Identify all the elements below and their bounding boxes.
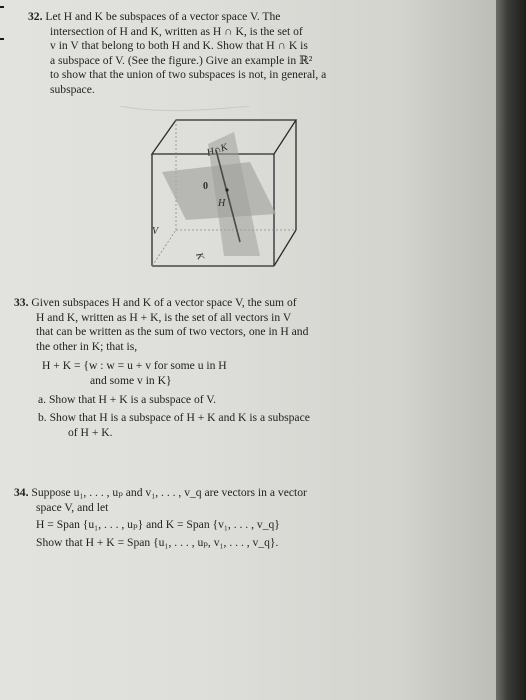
problem-33	[14, 296, 382, 440]
problem-34-span-definitions: H = Span {u₁, . . . , uₚ} and K = Span {v₁, . . . , v_q}	[36, 518, 280, 532]
part-b-line-1: b. Show that H is a subspace of H + K and K is a subspace	[38, 411, 310, 425]
problem-32-line-2: intersection of H and K, written as H ∩ K, is the set of	[50, 24, 303, 38]
problem-number: 33.	[14, 296, 29, 309]
problem-34-line-2: space V, and let	[36, 500, 109, 514]
sum-definition-line-2: and some v in K}	[90, 373, 172, 387]
label-h-intersect-k: H∩K	[205, 141, 230, 159]
problem-32-line-3: v in V that belong to both H and K. Show that H ∩ K is	[50, 39, 308, 53]
sum-definition-line-1: H + K = {w : w = u + v for some u in H	[42, 359, 227, 373]
problem-34-line-1	[14, 486, 384, 501]
problem-33-line-4: the other in K; that is,	[36, 339, 138, 353]
label-h: H	[218, 198, 226, 209]
part-a: a. Show that H + K is a subspace of V.	[38, 392, 217, 406]
text-line: Let H and K be subspaces of a vector space V. The	[45, 10, 281, 23]
background-edge	[496, 0, 526, 700]
problem-34-statement: Show that H + K = Span {u₁, . . . , uₚ, v₁, . . . , v_q}.	[36, 535, 279, 549]
problem-number: 32.	[28, 10, 43, 23]
text-line: Suppose u₁, . . . , uₚ and v₁, . . . , v_q are vectors in a vector	[31, 486, 307, 499]
problem-33-line-3: that can be written as the sum of two vectors, one in H and	[36, 325, 309, 339]
problem-32-line-4: a subspace of V. (See the figure.) Give an example in ℝ²	[50, 53, 313, 67]
part-b-line-2: of H + K.	[68, 425, 113, 439]
origin-point	[225, 188, 228, 191]
problem-33-line-1	[14, 296, 382, 311]
problem-32-line-1	[28, 10, 378, 25]
problem-33-line-2: H and K, written as H + K, is the set of all vectors in V	[36, 310, 292, 324]
text-line: Given subspaces H and K of a vector space V, the sum of	[31, 296, 297, 309]
problem-32-line-5: to show that the union of two subspaces is not, in general, a	[50, 68, 327, 82]
problem-32	[28, 10, 378, 98]
subspace-intersection-figure	[100, 106, 360, 286]
problem-number: 34.	[14, 486, 29, 499]
problem-32-line-6: subspace.	[50, 82, 95, 96]
label-k: K	[193, 251, 206, 262]
problem-34	[14, 486, 384, 550]
margin-mark	[0, 6, 4, 8]
margin-mark	[0, 38, 4, 40]
label-zero-vector: 0	[203, 181, 208, 192]
label-v: V	[152, 226, 159, 237]
